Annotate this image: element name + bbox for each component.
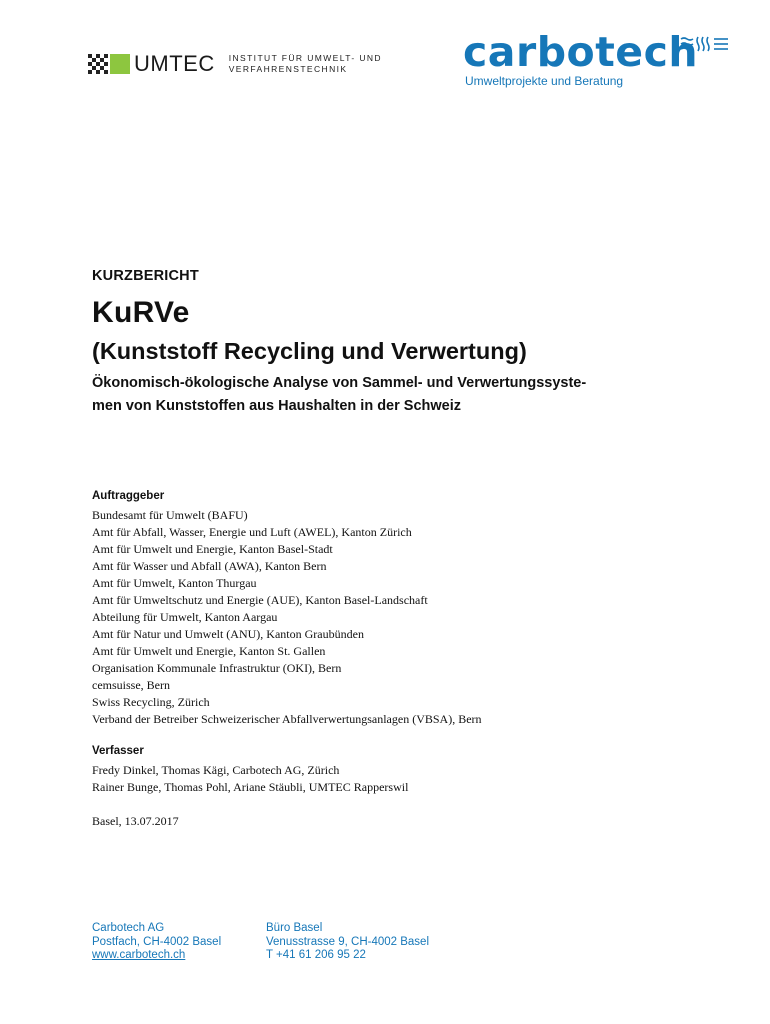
footer-company [92,922,221,963]
waves-icon [680,36,730,52]
list-item: Amt für Umweltschutz und Energie (AUE), Kanton Basel-Landschaft [92,593,428,607]
umtec-institute-name [229,53,382,75]
report-kicker: KURZBERICHT [92,268,199,284]
umtec-pattern-icon [88,54,108,74]
report-lead [92,372,692,418]
report-subtitle: (Kunststoff Recycling und Verwertung) [92,338,527,364]
umtec-wordmark: UMTEC [134,51,215,76]
umtec-institute-line1: INSTITUT FÜR UMWELT- UND [228,53,382,63]
list-item: Amt für Natur und Umwelt (ANU), Kanton Graubünden [92,627,364,641]
carbotech-logo [463,30,698,88]
clients-heading: Auftraggeber [92,490,165,502]
list-item: Verband der Betreiber Schweizerischer Abfallverwertungsanlagen (VBSA), Bern [92,712,482,726]
footer-office-phone: T +41 61 206 95 22 [266,949,366,961]
list-item: Amt für Umwelt, Kanton Thurgau [92,576,257,590]
list-item: cemsuisse, Bern [92,678,170,692]
carbotech-tagline: Umweltprojekte und Beratung [465,74,624,88]
footer-office-address: Venusstrasse 9, CH-4002 Basel [266,935,430,948]
list-item: Organisation Kommunale Infrastruktur (OKI), Bern [92,661,342,675]
list-item: Bundesamt für Umwelt (BAFU) [92,508,248,522]
footer-company-address: Postfach, CH-4002 Basel [92,935,222,948]
footer-office-name: Büro Basel [266,922,323,934]
list-item: Amt für Abfall, Wasser, Energie und Luft (AWEL), Kanton Zürich [92,525,412,539]
list-item: Amt für Wasser und Abfall (AWA), Kanton Bern [92,559,327,573]
umtec-green-square [110,54,130,74]
report-title: KuRVe [92,296,190,329]
authors-heading: Verfasser [92,745,144,757]
list-item: Swiss Recycling, Zürich [92,695,210,709]
list-item: Rainer Bunge, Thomas Pohl, Ariane Stäubli, UMTEC Rapperswil [92,780,409,794]
report-lead-line2: men von Kunststoffen aus Haushalten in der Schweiz [92,398,462,414]
report-lead-line1: Ökonomisch-ökologische Analyse von Sammel- und Verwertungssyste- [92,375,587,391]
carbotech-wordmark: carbotech [463,28,699,76]
list-item: Amt für Umwelt und Energie, Kanton St. Gallen [92,644,326,658]
authors-list [92,762,408,796]
list-item: Amt für Umwelt und Energie, Kanton Basel-Stadt [92,542,333,556]
website-link[interactable]: www.carbotech.ch [92,949,186,961]
umtec-institute-line2: VERFAHRENSTECHNIK [228,64,348,74]
footer-company-name: Carbotech AG [92,922,165,934]
footer-office [266,922,429,963]
list-item: Fredy Dinkel, Thomas Kägi, Carbotech AG, Zürich [92,763,340,777]
list-item: Abteilung für Umwelt, Kanton Aargau [92,610,278,624]
umtec-logo [88,52,382,76]
report-date: Basel, 13.07.2017 [92,814,179,828]
clients-list [92,507,482,728]
